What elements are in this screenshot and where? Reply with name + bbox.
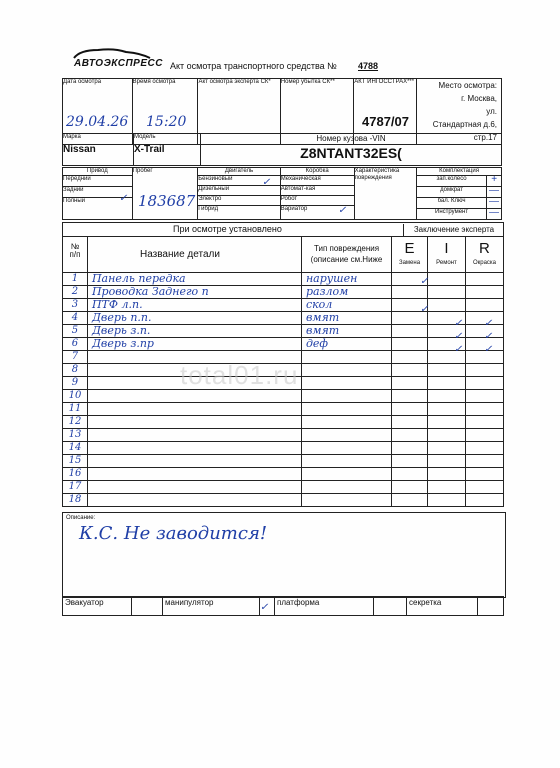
row-replace-cell[interactable] — [392, 442, 428, 455]
row-part-name[interactable] — [87, 403, 301, 416]
row-paint-cell[interactable] — [465, 416, 503, 429]
row-number-text: 5 — [71, 325, 79, 336]
gearbox-check-mark: ✓ — [338, 205, 347, 216]
mileage-label: Пробег — [132, 168, 153, 174]
row-replace-cell[interactable] — [392, 338, 428, 351]
row-3-replace-check: ✓ — [420, 304, 429, 315]
table-row — [63, 390, 504, 403]
manipulator-check-mark: ✓ — [260, 602, 269, 613]
row-replace-cell[interactable] — [392, 416, 428, 429]
table-row — [63, 312, 504, 325]
findings-title: При осмотре установлено — [173, 224, 282, 234]
row-paint-cell[interactable] — [465, 455, 503, 468]
row-damage-type[interactable] — [301, 455, 391, 468]
row-paint-cell[interactable] — [465, 286, 503, 299]
table-row — [63, 442, 504, 455]
row-repair-cell[interactable] — [427, 286, 465, 299]
gearbox-option-auto[interactable]: Автомат-кая — [281, 185, 354, 195]
row-damage-type[interactable] — [301, 338, 391, 351]
row-paint-cell[interactable] — [465, 403, 503, 416]
drive-option-rear[interactable]: Задний — [63, 186, 132, 197]
vin-cell[interactable] — [201, 134, 502, 166]
row-damage-type[interactable] — [301, 390, 391, 403]
drive-option-all[interactable]: Полный — [63, 197, 132, 208]
row-paint-cell[interactable] — [465, 442, 503, 455]
col-i-sub: Ремонт — [436, 260, 457, 266]
damage-char-cell — [354, 168, 416, 220]
gearbox-option-manual[interactable]: Механическая — [281, 175, 354, 185]
table-row — [63, 481, 504, 494]
row-part-name[interactable] — [87, 273, 301, 286]
row-paint-cell[interactable] — [465, 429, 503, 442]
row-replace-cell[interactable] — [392, 351, 428, 364]
row-number-text: 9 — [71, 377, 79, 388]
row-5-paint-check: ✓ — [484, 331, 493, 342]
expert-act-label: Акт осмотра эксперта СК* — [198, 79, 271, 85]
row-number-text: 10 — [68, 390, 82, 401]
table-row — [63, 468, 504, 481]
row-number[interactable] — [63, 494, 88, 507]
row-part-name-text: Проводка Заднего п — [91, 286, 209, 298]
option-platform-box[interactable] — [374, 597, 407, 616]
table-row — [63, 416, 504, 429]
kit-mark-wrench: — — [486, 198, 501, 208]
row-paint-cell[interactable] — [465, 390, 503, 403]
row-number[interactable] — [63, 364, 88, 377]
row-part-name[interactable] — [87, 390, 301, 403]
row-part-name-text: Дверь п.п. — [91, 312, 152, 324]
vehicle-table — [62, 133, 502, 166]
row-damage-type[interactable] — [301, 377, 391, 390]
table-row — [63, 429, 504, 442]
row-paint-cell[interactable] — [465, 494, 503, 507]
row-damage-type[interactable] — [301, 416, 391, 429]
row-part-name[interactable] — [87, 286, 301, 299]
place-line-4: стр.17 — [473, 133, 497, 142]
row-damage-type[interactable] — [301, 442, 391, 455]
row-part-name[interactable] — [87, 468, 301, 481]
row-repair-cell[interactable] — [427, 299, 465, 312]
row-number-text: 14 — [68, 442, 82, 453]
col-name-header — [87, 237, 301, 273]
row-part-name-text: Панель передка — [91, 273, 186, 285]
row-repair-cell[interactable] — [427, 390, 465, 403]
kit-cell — [417, 168, 502, 220]
kit-mark-tools: — — [486, 209, 501, 219]
row-repair-cell[interactable] — [427, 468, 465, 481]
time-label: Время осмотра — [132, 79, 176, 85]
row-damage-type-text: нарушен — [305, 273, 358, 285]
row-replace-cell[interactable] — [392, 494, 428, 507]
row-damage-type[interactable] — [301, 286, 391, 299]
kit-option-jack[interactable]: домкрат — [440, 187, 463, 193]
row-repair-cell[interactable] — [427, 403, 465, 416]
row-number[interactable] — [63, 468, 88, 481]
col-no-1: № — [70, 242, 80, 251]
col-i-letter: I — [444, 240, 449, 257]
row-number[interactable] — [63, 416, 88, 429]
row-number[interactable] — [63, 351, 88, 364]
mileage-value: 183687 — [138, 192, 196, 210]
engine-option-petrol[interactable]: Бензиновый — [198, 175, 279, 185]
row-repair-cell[interactable] — [427, 377, 465, 390]
col-e-letter: E — [404, 240, 415, 257]
gearbox-option-robot[interactable]: Робот — [281, 195, 354, 205]
row-repair-cell[interactable] — [427, 494, 465, 507]
kit-mark-jack: — — [486, 187, 501, 197]
row-damage-type[interactable] — [301, 351, 391, 364]
row-number[interactable] — [63, 286, 88, 299]
logo-text: АВТОЭКСПРЕСС — [74, 58, 163, 69]
damage-char-label-2: повреждения — [354, 175, 392, 181]
row-damage-type-text: вмят — [305, 325, 340, 337]
row-part-name-text: Дверь з.п. — [91, 325, 151, 337]
row-part-name[interactable] — [87, 494, 301, 507]
row-number-text: 15 — [68, 455, 82, 466]
row-repair-cell[interactable] — [427, 429, 465, 442]
date-value: 29.04.26 — [66, 114, 129, 130]
option-tow-truck-box[interactable] — [132, 597, 163, 616]
row-damage-type-text: вмят — [305, 312, 340, 324]
engine-check-mark: ✓ — [262, 177, 271, 188]
row-paint-cell[interactable] — [465, 364, 503, 377]
row-number-text: 18 — [68, 494, 82, 505]
row-6-repair-check: ✓ — [454, 344, 463, 355]
col-type-header — [301, 237, 391, 273]
row-4-paint-check: ✓ — [484, 318, 493, 329]
row-damage-type[interactable] — [301, 494, 391, 507]
gearbox-label: Коробка — [305, 168, 329, 174]
engine-option-diesel[interactable]: Дизельный — [198, 185, 279, 195]
row-number[interactable] — [63, 403, 88, 416]
row-damage-type[interactable] — [301, 325, 391, 338]
loss-number-label: Номер убытка СК** — [280, 79, 335, 85]
row-number[interactable] — [63, 325, 88, 338]
make-cell[interactable] — [63, 134, 134, 166]
row-replace-cell[interactable] — [392, 286, 428, 299]
engine-cell — [198, 168, 280, 220]
row-2-replace-check: ✓ — [420, 276, 429, 287]
row-damage-type[interactable] — [301, 403, 391, 416]
kit-option-tools[interactable]: Инструмент — [435, 209, 469, 215]
row-repair-cell[interactable] — [427, 273, 465, 286]
option-platform[interactable] — [275, 597, 374, 616]
row-replace-cell[interactable] — [392, 481, 428, 494]
row-paint-cell[interactable] — [465, 468, 503, 481]
row-part-name[interactable] — [87, 416, 301, 429]
col-r-sub: Окраска — [472, 260, 496, 266]
page-title: Акт осмотра транспортного средства № — [170, 61, 337, 71]
row-damage-type[interactable] — [301, 468, 391, 481]
row-damage-type[interactable] — [301, 364, 391, 377]
row-damage-type[interactable] — [301, 481, 391, 494]
row-repair-cell[interactable] — [427, 481, 465, 494]
model-cell[interactable] — [134, 134, 201, 166]
row-part-name[interactable] — [87, 312, 301, 325]
ingos-act-value: 4787/07 — [362, 114, 409, 129]
row-repair-cell[interactable] — [427, 364, 465, 377]
row-number[interactable] — [63, 299, 88, 312]
col-type-2: (описание см.Ниже — [310, 255, 383, 264]
row-paint-cell[interactable] — [465, 299, 503, 312]
expert-conclusion-title: Заключение эксперта — [403, 224, 504, 237]
table-row — [63, 338, 504, 351]
spec-table — [62, 167, 502, 220]
table-row — [63, 494, 504, 507]
option-manipulator-label: манипулятор — [165, 598, 214, 607]
col-r-letter: R — [479, 240, 490, 257]
row-damage-type-text: разлом — [305, 286, 349, 298]
engine-option-hybrid[interactable]: Гибрид — [198, 205, 279, 215]
engine-option-electric[interactable]: Электро — [198, 195, 279, 205]
row-number-text: 6 — [71, 338, 79, 349]
option-secret-lock[interactable] — [407, 597, 478, 616]
description-label: Описание: — [66, 515, 96, 521]
model-value: X-Trail — [134, 144, 165, 155]
row-replace-cell[interactable] — [392, 325, 428, 338]
vin-label: Номер кузова -VIN — [316, 134, 386, 143]
kit-mark-spare: + — [486, 176, 501, 186]
row-part-name-text: Дверь з.пр — [91, 338, 154, 350]
row-paint-cell[interactable] — [465, 273, 503, 286]
row-5-repair-check: ✓ — [454, 331, 463, 342]
row-repair-cell[interactable] — [427, 442, 465, 455]
description-box[interactable] — [62, 512, 506, 598]
act-number: 4788 — [358, 61, 379, 71]
row-part-name[interactable] — [87, 481, 301, 494]
table-row — [63, 325, 504, 338]
col-number-header — [63, 237, 88, 273]
row-replace-cell[interactable] — [392, 455, 428, 468]
row-number-text: 4 — [71, 312, 79, 323]
row-number-text: 16 — [68, 468, 82, 479]
drive-check-mark: ✓ — [119, 193, 128, 204]
col-type-1: Тип повреждения — [313, 244, 380, 253]
row-part-name[interactable] — [87, 299, 301, 312]
row-damage-type[interactable] — [301, 299, 391, 312]
row-damage-type[interactable] — [301, 273, 391, 286]
date-label: Дата осмотра — [63, 79, 102, 85]
row-number-text: 13 — [68, 429, 82, 440]
row-number-text: 12 — [68, 416, 82, 427]
option-tow-truck-label: Эвакуатор — [65, 598, 104, 607]
table-row — [63, 273, 504, 286]
col-i-header — [427, 237, 465, 273]
row-number[interactable] — [63, 442, 88, 455]
make-label: Марка — [63, 134, 81, 140]
ingos-act-label: АКТ ИНГОССТРАХ*** — [354, 79, 415, 85]
table-row — [63, 455, 504, 468]
row-number-text: 1 — [71, 273, 79, 284]
drive-label: Привод — [86, 168, 108, 174]
row-part-name[interactable] — [87, 455, 301, 468]
table-row — [63, 299, 504, 312]
row-damage-type[interactable] — [301, 429, 391, 442]
place-line-2: ул. — [486, 107, 497, 116]
col-no-2: п/п — [69, 250, 81, 259]
row-number[interactable] — [63, 312, 88, 325]
option-manipulator-box[interactable] — [260, 597, 275, 616]
row-number[interactable] — [63, 429, 88, 442]
row-part-name[interactable] — [87, 325, 301, 338]
row-replace-cell[interactable] — [392, 429, 428, 442]
company-logo — [70, 46, 163, 72]
kit-option-wrench[interactable]: бал. Ключ — [437, 198, 466, 204]
row-6-paint-check: ✓ — [484, 344, 493, 355]
row-damage-type[interactable] — [301, 312, 391, 325]
row-number-text: 2 — [71, 286, 79, 297]
kit-option-spare[interactable]: зап.колесо — [436, 176, 467, 182]
option-tow-truck[interactable] — [63, 597, 132, 616]
time-value: 15:20 — [146, 114, 187, 130]
row-number-text: 17 — [68, 481, 82, 492]
model-label: Модель — [134, 134, 156, 140]
col-name-label: Название детали — [139, 249, 220, 260]
col-e-sub: Замена — [398, 260, 421, 266]
row-damage-type-text: скол — [305, 299, 333, 311]
option-secret-lock-box[interactable] — [478, 597, 504, 616]
row-part-name[interactable] — [87, 429, 301, 442]
damage-char-label-1: Характеристика — [354, 168, 400, 174]
table-row — [63, 403, 504, 416]
row-replace-cell[interactable] — [392, 390, 428, 403]
row-number-text: 3 — [71, 299, 79, 310]
row-number[interactable] — [63, 377, 88, 390]
row-part-name[interactable] — [87, 442, 301, 455]
row-number[interactable] — [63, 273, 88, 286]
col-r-header — [465, 237, 503, 273]
row-replace-cell[interactable] — [392, 468, 428, 481]
row-number[interactable] — [63, 455, 88, 468]
row-number[interactable] — [63, 338, 88, 351]
description-text: К.С. Не заводится! — [79, 523, 268, 544]
drive-option-front[interactable]: Передний — [63, 175, 132, 186]
row-number-text: 11 — [68, 403, 82, 414]
row-part-name-text: ПТФ л.п. — [91, 299, 143, 311]
gearbox-option-cvt[interactable]: Вариатор — [281, 205, 354, 215]
kit-label: Комплектация — [439, 168, 479, 174]
vin-value: Z8NTANT32ES( — [300, 145, 402, 161]
row-repair-cell[interactable] — [427, 455, 465, 468]
row-replace-cell[interactable] — [392, 377, 428, 390]
place-label: Место осмотра: — [438, 81, 497, 90]
table-row — [63, 286, 504, 299]
row-part-name[interactable] — [87, 338, 301, 351]
col-e-header — [392, 237, 428, 273]
row-paint-cell[interactable] — [465, 377, 503, 390]
option-platform-label: платформа — [277, 598, 320, 607]
option-secret-lock-label: секретка — [409, 598, 442, 607]
engine-label: Двигатель — [224, 168, 254, 174]
row-paint-cell[interactable] — [465, 481, 503, 494]
watermark: total01.ru — [180, 360, 299, 390]
option-manipulator[interactable] — [163, 597, 260, 616]
row-4-repair-check: ✓ — [454, 318, 463, 329]
row-replace-cell[interactable] — [392, 403, 428, 416]
transport-options-table — [62, 596, 504, 616]
row-replace-cell[interactable] — [392, 364, 428, 377]
row-number-text: 8 — [71, 364, 79, 375]
place-line-3: Стандартная д.6, — [432, 120, 497, 129]
row-repair-cell[interactable] — [427, 416, 465, 429]
row-number[interactable] — [63, 481, 88, 494]
row-damage-type-text: деф — [305, 338, 329, 350]
row-number[interactable] — [63, 390, 88, 403]
make-value: Nissan — [63, 144, 96, 155]
row-number-text: 7 — [71, 351, 79, 362]
place-line-1: г. Москва, — [461, 94, 497, 103]
